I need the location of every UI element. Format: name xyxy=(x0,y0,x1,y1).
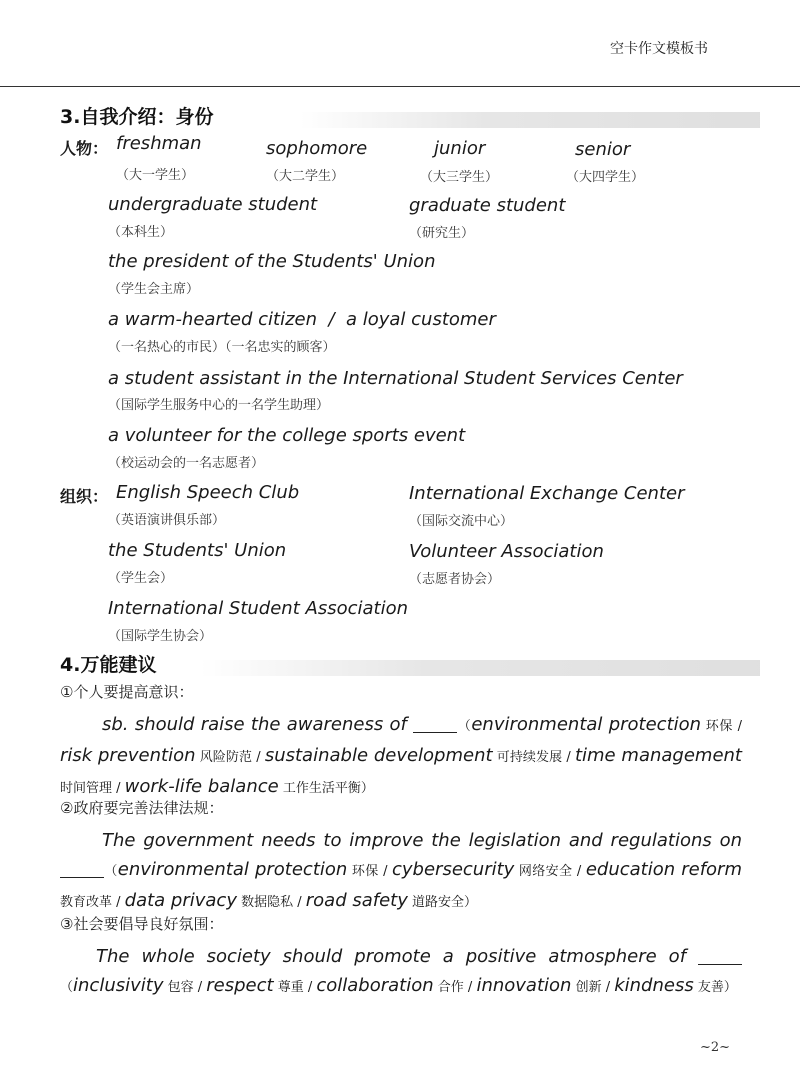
people-term-cn: （大一学生） xyxy=(116,168,195,183)
people-term: graduate student xyxy=(409,195,566,216)
fill-blank xyxy=(698,946,742,965)
people-label: 人物： xyxy=(60,139,109,158)
org-term-cn: （国际学生协会） xyxy=(108,629,213,644)
section-4-band xyxy=(200,660,760,676)
section-3-title: 3.自我介绍：身份 xyxy=(60,106,214,128)
people-term: a student assistant in the International Student Services Center xyxy=(108,368,683,389)
people-term: a volunteer for the college sports event xyxy=(108,425,466,446)
org-term-cn: （志愿者协会） xyxy=(409,572,501,587)
tip-2: ②政府要完善法律法规： xyxy=(60,799,224,817)
people-term-cn: （大四学生） xyxy=(566,170,645,185)
people-term-cn: （国际学生服务中心的一名学生助理） xyxy=(108,398,330,413)
section-3-band xyxy=(300,112,760,128)
people-term: senior xyxy=(575,139,631,160)
suggestion-paragraph-2: The government needs to improve the legislation and regulations on（environmental protection 环保 / cybersecurity 网络安全 / education reform 教育改革 / data privacy 数据隐私 / road safety 道路安全） xyxy=(60,830,742,911)
org-term: International Exchange Center xyxy=(409,483,685,504)
header-rule xyxy=(0,86,800,87)
people-term-cn: （本科生） xyxy=(108,225,174,240)
people-term-cn: （大三学生） xyxy=(420,170,499,185)
people-term-cn: （一名热心的市民）（一名忠实的顾客） xyxy=(108,340,336,355)
org-term-cn: （英语演讲俱乐部） xyxy=(108,513,226,528)
tip-3: ③社会要倡导良好氛围： xyxy=(60,915,224,933)
org-term: the Students' Union xyxy=(108,540,287,561)
people-term: junior xyxy=(434,138,486,159)
tip-1: ①个人要提高意识： xyxy=(60,683,194,701)
org-term: International Student Association xyxy=(108,598,408,619)
fill-blank xyxy=(60,859,104,878)
people-term: a warm-hearted citizen / a loyal customer xyxy=(108,309,496,330)
org-label: 组织： xyxy=(60,487,109,506)
org-term: Volunteer Association xyxy=(409,541,604,562)
section-4-title: 4.万能建议 xyxy=(60,654,157,676)
people-term: undergraduate student xyxy=(108,194,318,215)
people-term: freshman xyxy=(116,133,202,154)
org-term-cn: （学生会） xyxy=(108,571,174,586)
page-number: ~2~ xyxy=(700,1040,731,1055)
header-title: 空卡作文模板书 xyxy=(610,41,708,57)
people-term-cn: （校运动会的一名志愿者） xyxy=(108,456,265,471)
people-term-cn: （学生会主席） xyxy=(108,282,200,297)
org-term: English Speech Club xyxy=(116,482,300,503)
people-term: the president of the Students' Union xyxy=(108,251,436,272)
people-term-cn: （研究生） xyxy=(409,226,475,241)
fill-blank xyxy=(413,714,457,733)
org-term-cn: （国际交流中心） xyxy=(409,514,514,529)
people-term-cn: （大二学生） xyxy=(266,169,345,184)
suggestion-paragraph-3: The whole society should promote a positive atmosphere of （inclusivity 包容 / respect 尊重 / collaboration 合作 / innovation 创新 / kindness 友善） xyxy=(60,942,742,1002)
people-term: sophomore xyxy=(266,138,368,159)
suggestion-paragraph-1: sb. should raise the awareness of （environmental protection 环保 / risk prevention 风险防范 / sustainable development 可持续发展 / time management 时间管理 / work-life balance 工作生活平衡） xyxy=(60,714,742,797)
